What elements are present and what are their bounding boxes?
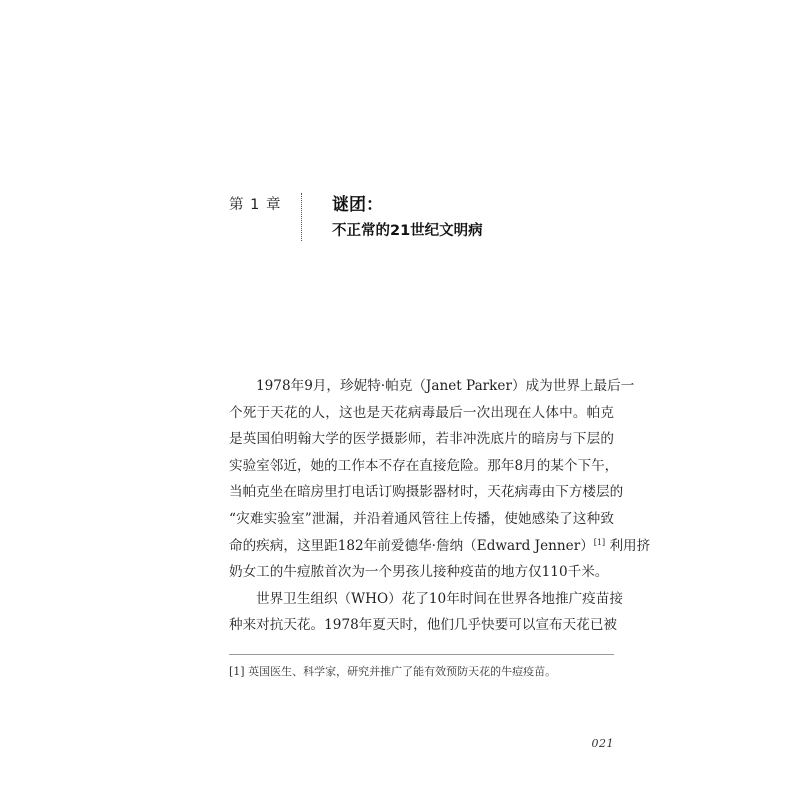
chapter-header [229, 193, 629, 243]
paragraph-line: 奶女工的牛痘脓首次为一个男孩儿接种疫苗的地方仅110千米。 [229, 564, 609, 581]
paragraph-line: 当帕克坐在暗房里打电话订购摄影器材时，天花病毒由下方楼层的 [229, 484, 624, 501]
chapter-subtitle: 不正常的21世纪文明病 [332, 223, 483, 239]
chapter-label: 第 1 章 [229, 197, 282, 213]
paragraph-line: 种来对抗天花。1978年夏天时，他们几乎快要可以宣布天花已被 [229, 617, 618, 634]
paragraph-line: 是英国伯明翰大学的医学摄影师，若非冲洗底片的暗房与下层的 [229, 431, 614, 448]
paragraph-line: 1978年9月，珍妮特·帕克（Janet Parker）成为世界上最后一 [256, 378, 635, 394]
footnote: [1] 英国医生、科学家，研究并推广了能有效预防天花的牛痘疫苗。 [229, 665, 557, 678]
body-text [229, 373, 651, 639]
footnote-divider [229, 654, 614, 655]
footnote-marker[interactable]: [1] [593, 537, 606, 547]
line-text: 命的疾病，这里距182年前爱德华·詹纳（Edward Jenner） [229, 537, 594, 554]
paragraph-line: 个死于天花的人，这也是天花病毒最后一次出现在人体中。帕克 [229, 404, 614, 421]
paragraph-line: 实验室邻近，她的工作本不存在直接危险。那年8月的某个下午， [229, 457, 619, 474]
paragraph-line: 世界卫生组织（WHO）花了10年时间在世界各地推广疫苗接 [256, 590, 623, 607]
chapter-title: 谜团： [332, 195, 383, 215]
chapter-divider [301, 193, 302, 241]
paragraph-line-with-footnote [229, 533, 651, 560]
paragraph-line: “灾难实验室”泄漏，并沿着通风管往上传播，使她感染了这种致 [229, 510, 614, 527]
page-number: 021 [591, 737, 614, 750]
line-text-tail: 利用挤 [609, 537, 651, 554]
